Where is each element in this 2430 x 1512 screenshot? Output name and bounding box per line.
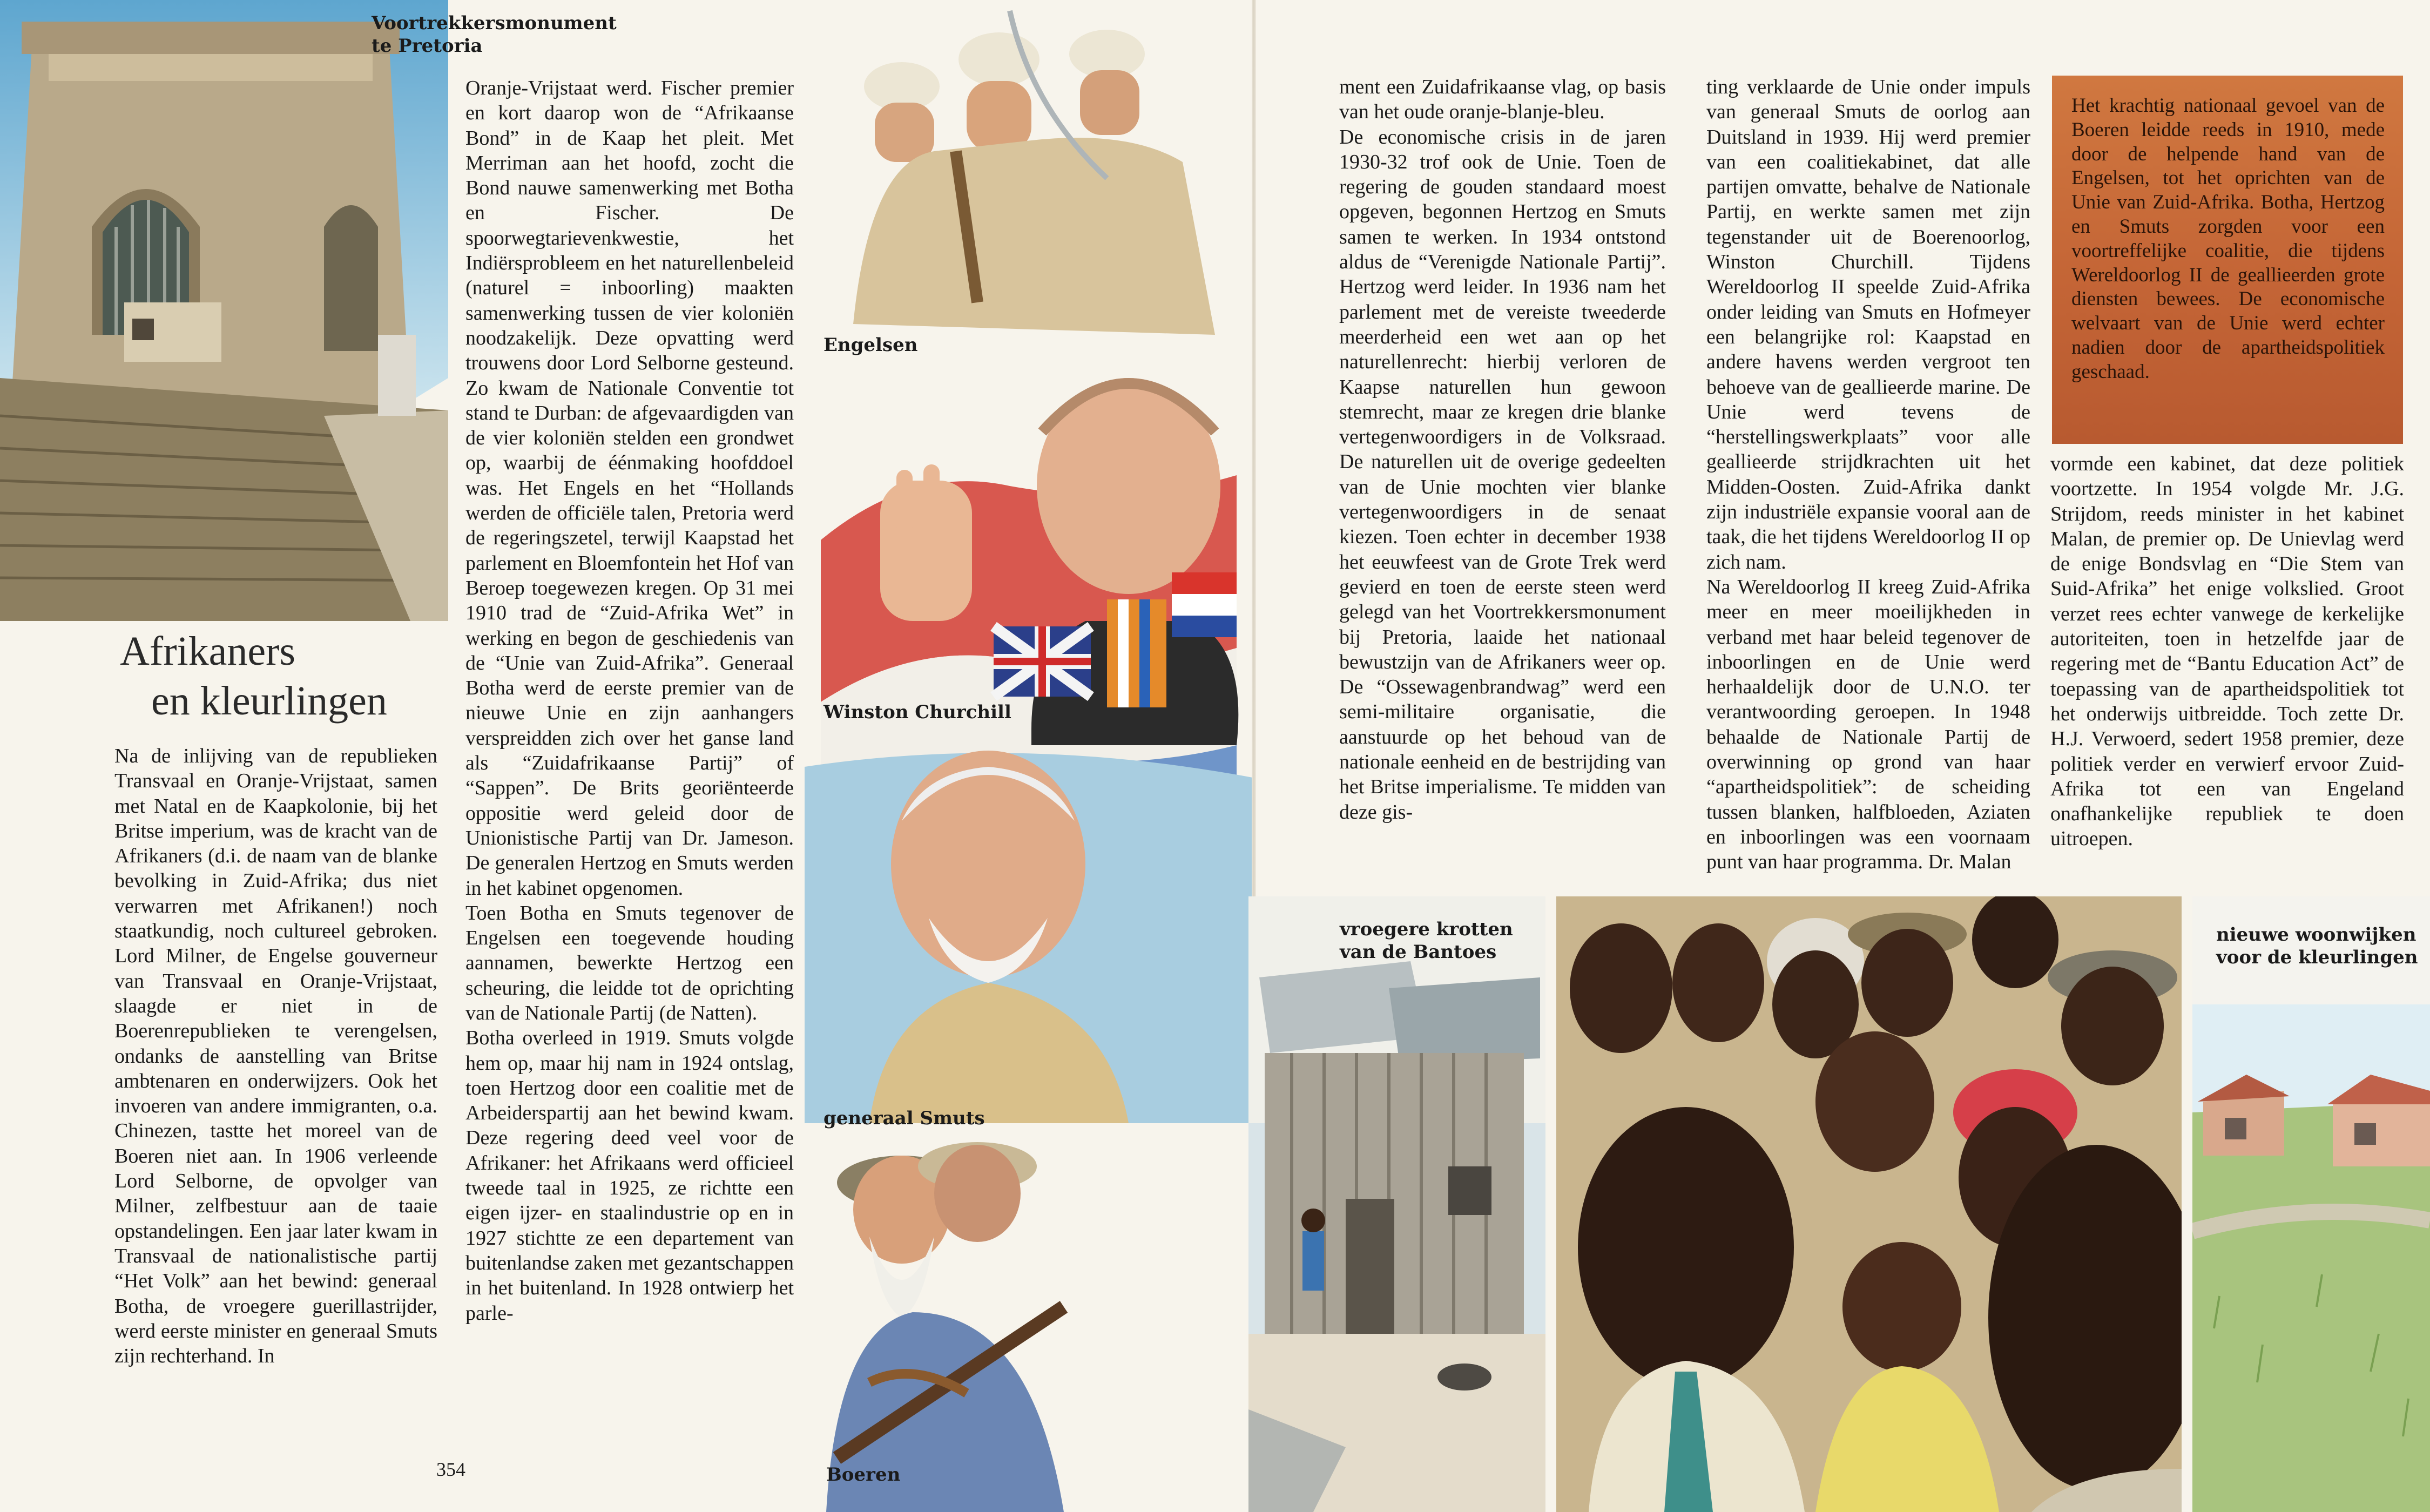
page-number: 354 [436,1459,465,1480]
text-column-2: Oranje-Vrijstaat werd. Fischer premier en kort daarop won de “Afrikaanse Bond” in de Kaap het pleit. Met Merriman aan het hoofd, zocht die Bond nauwe samenwerking met Botha en Fischer. De spoorwegtarievenkwestie, het Indiërsprobleem en het naturellenbeleid (naturel = inboorling) maakten samenwerking tussen de vier koloniën noodzakelijk. Deze opvatting werd trouwens door Lord Selborne gesteund. Zo kwam de Nationale Conventie tot stand te Durban: de afgevaardigden van de vier koloniën stelden een grondwet op, waarbij de éénmaking hoofddoel was. Het Engels en het “Hollands werden de officiële talen, Pretoria werd de regeringszetel, terwijl Kaapstad het parlement en Bloemfontein het Hof van Beroep toegewezen kregen. Op 31 mei 1910 trad de “Zuid-Afrika Wet” in werking en begon de geschiedenis van de “Unie van Zuid-Afrika”. Generaal Botha werd de eerste premier van de nieuwe Unie en zijn aanhangers verspreidden zich over het ganse land als “Zuidafrikaanse Partij” of “Sappen”. De Brits georiënteerde oppositie werd geleid door de Unionistische Partij van Dr. Jameson. De generalen Hertzog en Smuts werden in het kabinet opgenomen. Toen Botha en Smuts tegenover de Engelsen een toegevende houding aannamen, bewerkte Hertzog een scheuring, die leidde tot de oprichting van de Nationale Partij (de Natten). Botha overleed in 1919. Smuts volgde hem op, maar hij nam in 1924 ontslag, toen Hertzog door een coalitie met de Arbeiderspartij aan het bewind kwam. Deze regering deed veel voor de Afrikaner: het Afrikaans werd officieel tweede taal in 1925, ze richtte een eigen ijzer- en staalindustrie op en in 1927 stichtte ze een departement van buitenlandse zaken met gezantschappen in het buitenland. In 1928 ontwierp het parle- [465,77,794,1325]
highlight-box [2052,76,2403,444]
caption-churchill: Winston Churchill [824,701,1011,723]
article-title-line2: en kleurlingen [151,678,387,724]
caption-krotten: vroegere krotten van de Bantoes [1340,919,1513,963]
text-column-1: Na de inlijving van de republieken Transvaal en Oranje-Vrijstaat, samen met Natal en de Kaapkolonie, bij het Britse imperium, was de kracht van de Afrikaners (d.i. de naam van de blanke bevolking in Zuid-Afrika; dus niet verwarren met Afrikanen!) noch staatkundig, noch cultureel gebroken. Lord Milner, de Engelse gouverneur van Transvaal en Oranje-Vrijstaat, slaagde er niet in de Boerenrepublieken te verengelsen, ondanks de aanstelling van Britse ambtenaren en onderwijzers. Ook het invoeren van andere immigranten, o.a. Chinezen, tastte het moreel van de Boeren niet aan. In 1906 verleende Lord Selborne, de opvolger van Milner, zelfbestuur aan de taaie opstandelingen. Een jaar later kwam in Transvaal de nationalistische partij “Het Volk” aan het bewind: generaal Botha, de vroegere guerillastrijder, werd eerste minister en generaal Smuts zijn rechterhand. In [114,745,443,1368]
text-column-5: vormde een kabinet, dat deze politiek voortzette. In 1954 volgde Mr. J.G. Strijdom, reeds minister in het kabinet Malan, de premier op. De Unievlag werd de enige Bondsvlag en “Die Stem van Suid-Afrika” het enige volkslied. Groot verzet rees echter vanwege de kerkelijke autoriteiten, toen in hetzelfde jaar de regering met de “Bantu Education Act” de toepassing van de apartheidspolitiek tot het onderwijs uitbreidde. Toch zette Dr. H.J. Verwoerd, sedert 1958 premier, deze politiek verder en verwierf ervoor Zuid-Afrika tot een van Engeland onafhankelijke republiek te doen uitroepen. [2050,453,2409,850]
caption-smuts: generaal Smuts [824,1108,985,1129]
new-housing-illustration [2192,896,2430,1512]
article-title-line1: Afrikaners [120,629,295,674]
highlight-text: Het krachtig nationaal gevoel van de Boeren leidde reeds in 1910, mede door de helpende hand van de Engelsen, tot het oprichten van de Unie van Zuid-Afrika. Botha, Hertzog en Smuts zorgden voor een voortreffelijke coalitie, die tijdens Wereldoorlog II de geallieerden grote diensten bewees. De economische welvaart van de Unie werd echter nadien door de apartheidspolitiek geschaad. [2071,94,2390,383]
caption-woonwijken: nieuwe woonwijken voor de kleurlingen [2216,924,2418,968]
shanty-town-illustration [1248,896,1545,1512]
caption-monument: Voortrekkersmonument te Pretoria [372,12,617,57]
caption-boeren: Boeren [826,1464,901,1486]
caption-engelsen: Engelsen [824,334,918,356]
crowd-portrait-illustration [1556,896,2182,1512]
portrait-illustration-strip [805,0,1253,1512]
text-column-4: ting verklaarde de Unie onder impuls van generaal Smuts de oorlog aan Duitsland in 1939. Hij werd premier van een coalitiekabinet, dat alle partijen omvatte, behalve de Nationale Partij, en werkte samen met zijn tegenstander uit de Boerenoorlog, Winston Churchill. Tijdens Wereldoorlog II speelde Zuid-Afrika onder leiding van Smuts en Hofmeyer een belangrijke rol: Kaapstad en andere havens werden vergroot ten behoeve van de geallieerde marine. De Unie werd tevens de “herstellingswerkplaats” voor alle geallieerde strijdkrachten uit het Midden-Oosten. Zuid-Afrika dankt zijn industriële expansie vooral aan de taak, die het tijdens Wereldoorlog II op zich nam. Na Wereldoorlog II kreeg Zuid-Afrika meer en meer moeilijkheden in verband met haar beleid tegenover de inboorlingen en de Unie werd herhaaldelijk door de U.N.O. ter verantwoording geroepen. In 1948 behaalde de Nationale Partij de overwinning op grond van haar “apartheidspolitiek”: de scheiding tussen blanken, halfbloeden, Aziaten en inboorlingen was een voornaam punt van haar programma. Dr. Malan [1706,76,2030,874]
text-column-3: ment een Zuidafrikaanse vlag, op basis van het oude oranje-blanje-bleu. De economische crisis in de jaren 1930-32 trof ook de Unie. Toen de regering de gouden standaard moest opgeven, begonnen Hertzog en Smuts samen te werken. In 1934 ontstond aldus de “Verenigde Nationale Partij”. Hertzog werd leider. In 1936 nam het parlement met de vereiste tweederde meerderheid een wet aan op het naturellenrecht: hierbij verloren de Kaapse naturellen hun gewoon stemrecht, maar ze kregen drie blanke vertegenwoordigers in de Volksraad. De naturellen uit de overige gedeelten van de Unie mochten vier blanke vertegenwoordigers in de senaat kiezen. Toen echter in december 1938 het eeuwfeest van de Grote Trek werd gevierd en toen de eerste steen werd gelegd van het Voortrekkersmonument bij Pretoria, laaide het nationaal bewustzijn van de Afrikaners weer op. De “Ossewagenbrandwag” werd een semi-militaire organisatie, die aanstuurde op het behoud van de nationale eenheid en de bestrijding van het Britse imperialisme. Te midden van deze gis- [1339,76,1666,824]
voortrekker-monument-illustration [0,0,448,621]
